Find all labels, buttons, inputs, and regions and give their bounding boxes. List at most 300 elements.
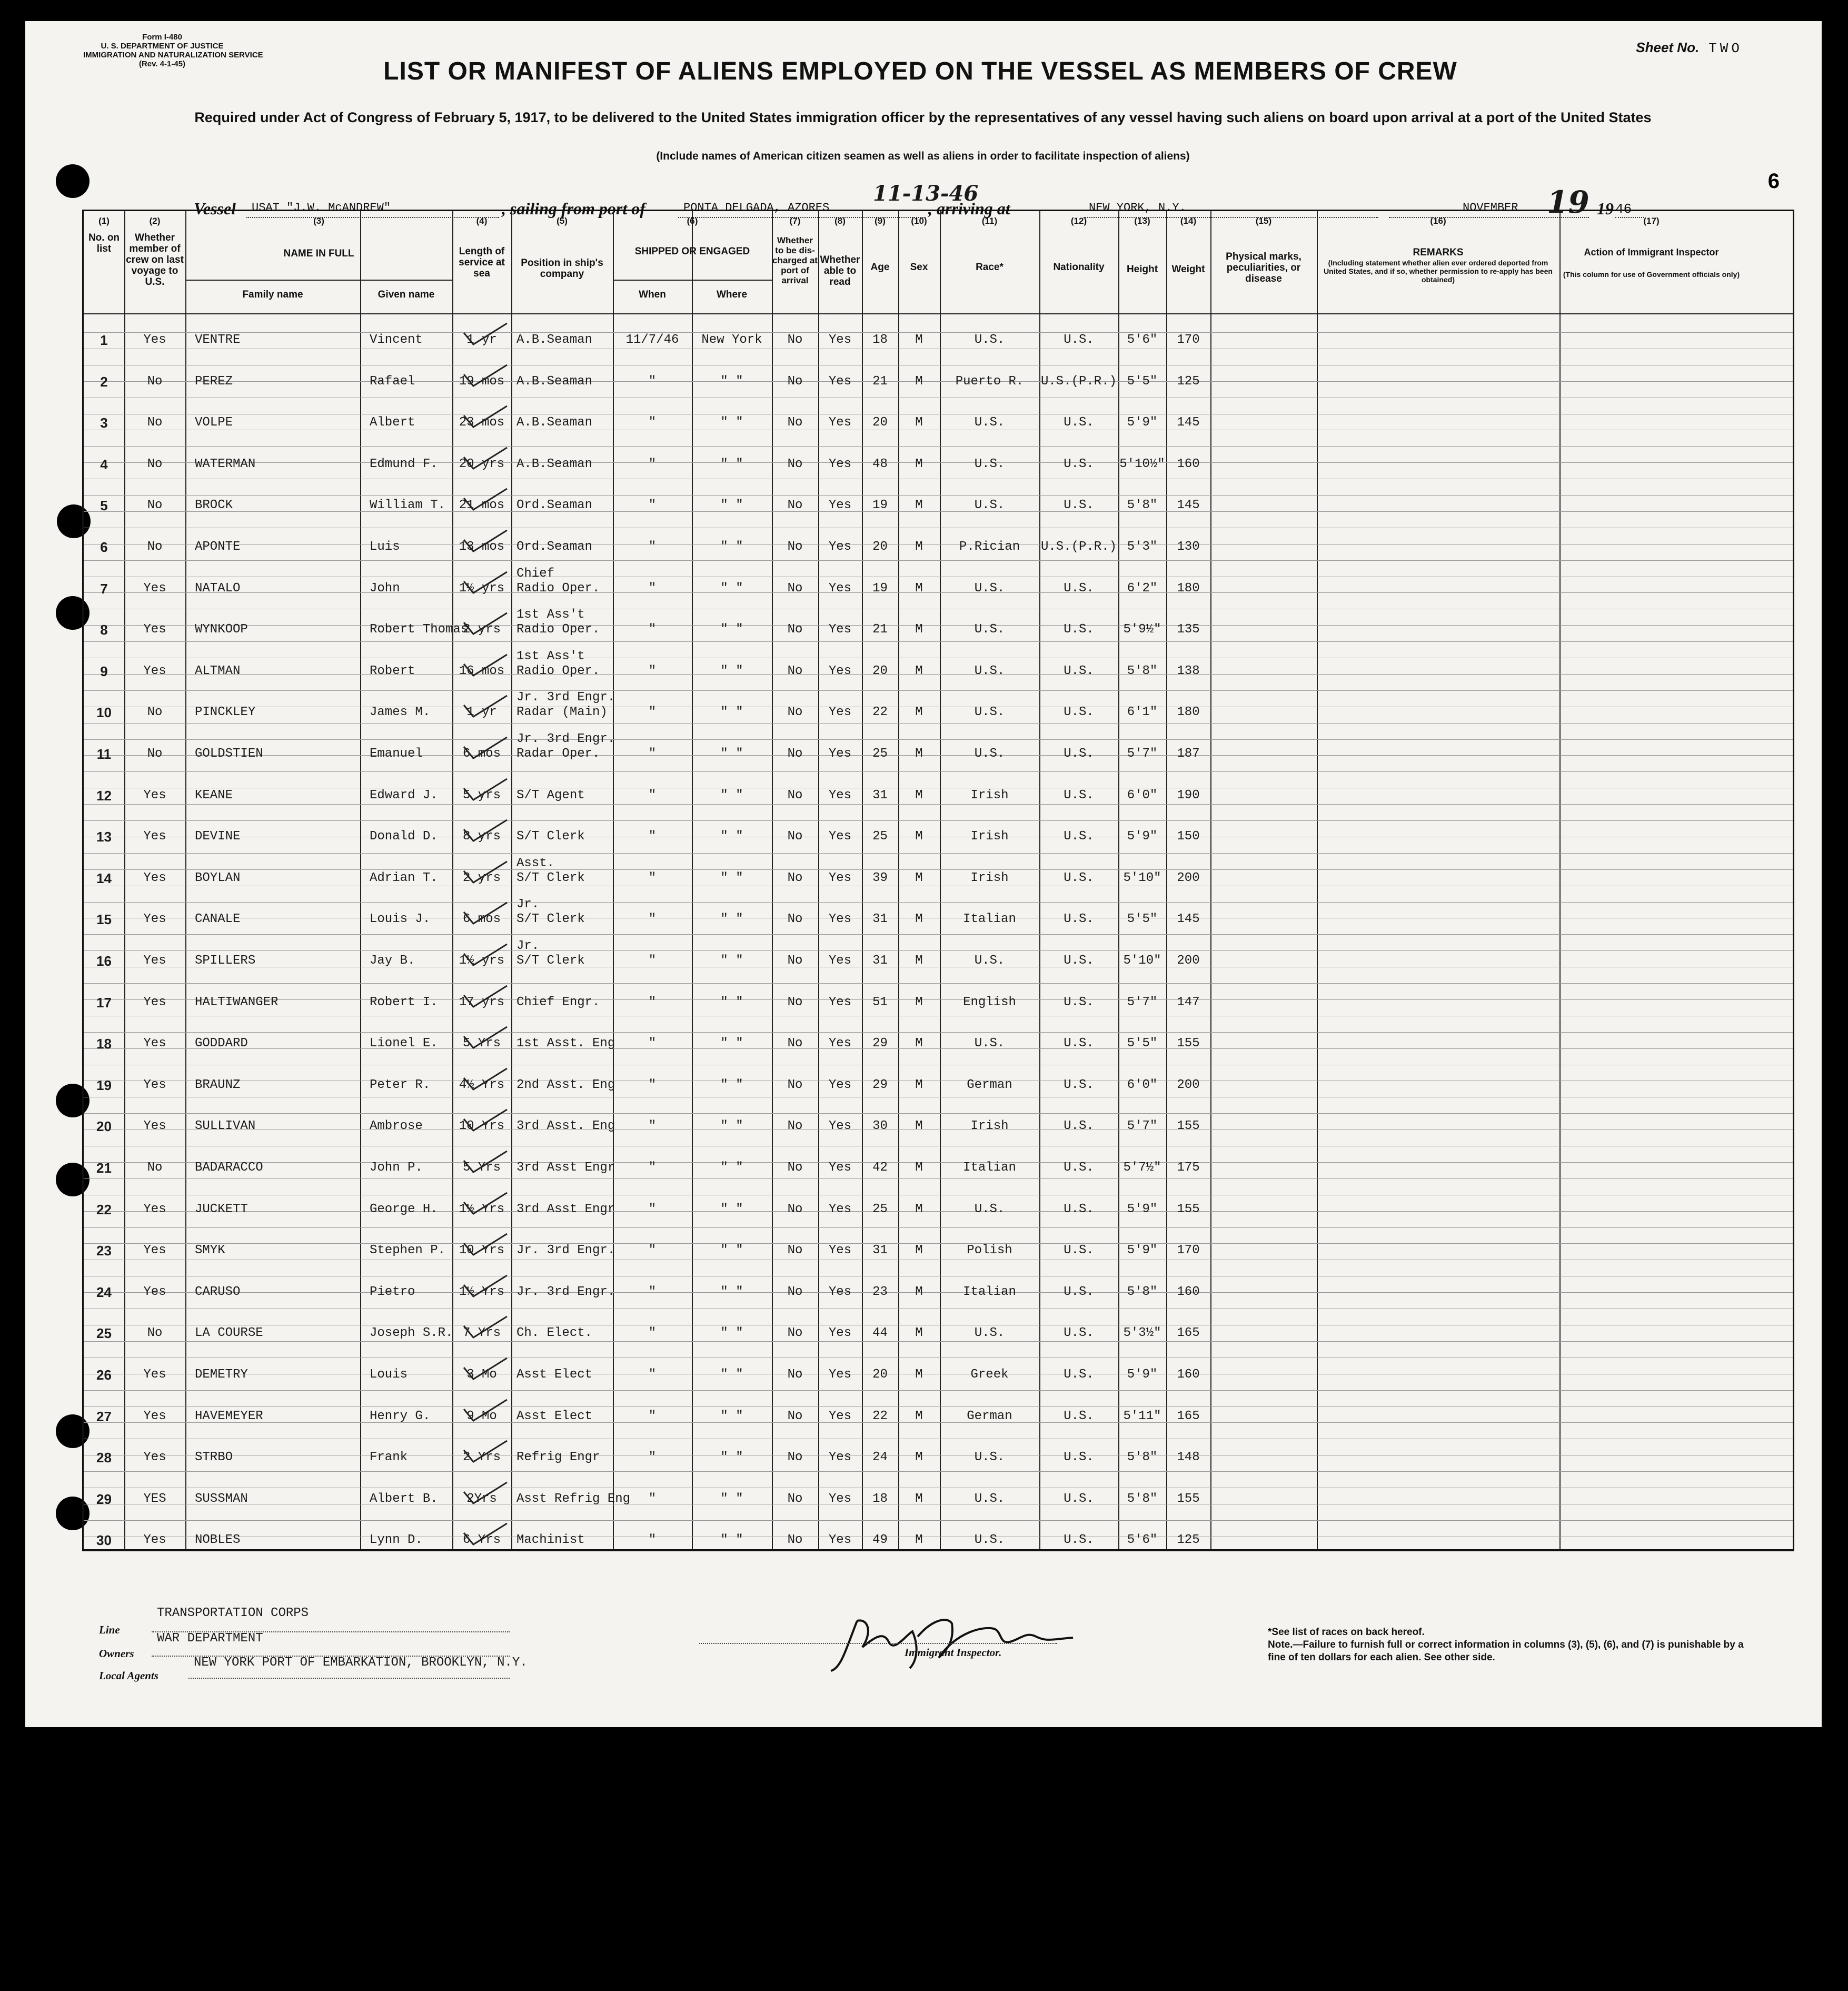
- sex: M: [915, 415, 923, 430]
- given-name: Ambrose: [370, 1119, 423, 1134]
- nationality: U.S.: [1064, 1161, 1094, 1175]
- given-name: Pietro: [370, 1284, 415, 1299]
- row-number: 23: [96, 1243, 112, 1259]
- family-name: GODDARD: [195, 1036, 248, 1051]
- age: 20: [872, 663, 888, 678]
- given-name: Henry G.: [370, 1409, 431, 1423]
- service-length: 6 mos: [462, 912, 501, 927]
- column-header-height: Height: [1126, 264, 1158, 275]
- row-number: 28: [96, 1450, 112, 1466]
- given-name: Robert I.: [370, 995, 438, 1009]
- shipped-where: " ": [720, 788, 743, 803]
- sex: M: [915, 1368, 923, 1382]
- service-length: 3 Mo: [466, 1368, 497, 1382]
- ship-position: Jr. 3rd Engr.: [516, 1243, 615, 1258]
- height: 6'2": [1127, 581, 1158, 596]
- age: 25: [872, 829, 888, 844]
- row-number: 22: [96, 1201, 112, 1217]
- column-header-race: Race*: [976, 262, 1004, 273]
- column-number-c12: (12): [1070, 216, 1087, 226]
- vessel-label: Vessel: [194, 199, 236, 218]
- crew-last-voyage: Yes: [143, 1036, 166, 1051]
- able-to-read: Yes: [828, 622, 852, 637]
- sex: M: [915, 829, 923, 844]
- given-name: John P.: [370, 1161, 423, 1175]
- page-title: LIST OR MANIFEST OF ALIENS EMPLOYED ON THE VESSEL AS MEMBERS OF CREW: [383, 57, 1457, 85]
- shipped-when: ": [648, 705, 657, 720]
- discharged: No: [787, 457, 803, 471]
- column-header-read: Whether able to read: [820, 254, 860, 288]
- ship-position-line2: Radio Oper.: [516, 581, 600, 596]
- age: 19: [872, 498, 888, 513]
- height: 5'8": [1127, 663, 1158, 678]
- able-to-read: Yes: [828, 1284, 852, 1299]
- sex: M: [915, 1161, 923, 1175]
- given-name: James M.: [370, 705, 431, 720]
- discharged: No: [787, 829, 803, 844]
- shipped-when: ": [648, 1036, 657, 1051]
- able-to-read: Yes: [828, 788, 852, 803]
- race: U.S.: [974, 498, 1005, 513]
- ship-position: 3rd Asst Engr: [516, 1161, 615, 1175]
- column-header-nationality: Nationality: [1053, 262, 1105, 273]
- check-mark-icon: [462, 859, 509, 886]
- crew-last-voyage: Yes: [143, 1243, 166, 1258]
- service-length: 5 Yrs: [462, 1036, 501, 1051]
- ship-position: A.B.Seaman: [516, 415, 593, 430]
- row-number: 18: [96, 1036, 112, 1052]
- discharged: No: [787, 1409, 803, 1423]
- form-department: U. S. DEPARTMENT OF JUSTICE: [101, 42, 224, 51]
- service-length: 20 yrs: [459, 457, 505, 471]
- given-name: Rafael: [370, 374, 415, 389]
- age: 29: [872, 1036, 888, 1051]
- shipped-when: ": [648, 1368, 657, 1382]
- line-label: Line: [99, 1623, 120, 1636]
- sex: M: [915, 1491, 923, 1506]
- weight: 180: [1177, 705, 1200, 720]
- header-sub-divider: [613, 280, 772, 281]
- shipped-where: " ": [720, 415, 743, 430]
- column-divider: [185, 211, 186, 1549]
- shipped-when: ": [648, 1119, 657, 1134]
- ruled-line: [84, 1178, 1793, 1179]
- crew-table: [82, 210, 1794, 1551]
- race: U.S.: [974, 1533, 1005, 1548]
- ruled-line: [84, 853, 1793, 854]
- race: U.S.: [974, 705, 1005, 720]
- service-length: 9 Mo: [466, 1409, 497, 1423]
- nationality: U.S.: [1064, 1491, 1094, 1506]
- nationality: U.S.(P.R.): [1040, 374, 1117, 389]
- ruled-line: [84, 804, 1793, 805]
- row-number: 17: [96, 994, 112, 1011]
- given-name: Edmund F.: [370, 457, 438, 471]
- shipped-where: " ": [720, 995, 743, 1009]
- ship-position-line2: Radar Oper.: [516, 747, 600, 761]
- race: U.S.: [974, 1491, 1005, 1506]
- service-length: 21 mos: [459, 498, 505, 513]
- weight: 187: [1177, 747, 1200, 761]
- column-number-c7: (7): [789, 216, 801, 226]
- agents-value: NEW YORK PORT OF EMBARKATION, BROOKLYN, N.Y.: [194, 1656, 528, 1670]
- arriving-label: , arriving at: [928, 199, 1010, 218]
- column-number-c16: (16): [1430, 216, 1446, 226]
- crew-last-voyage: Yes: [143, 1368, 166, 1382]
- race: U.S.: [974, 333, 1005, 347]
- height: 5'5": [1127, 912, 1158, 927]
- height: 5'5": [1127, 1036, 1158, 1051]
- weight: 145: [1177, 415, 1200, 430]
- sex: M: [915, 622, 923, 637]
- service-length: 10 Yrs: [459, 1119, 505, 1134]
- family-name: SULLIVAN: [195, 1119, 256, 1134]
- given-name: Frank: [370, 1450, 408, 1465]
- race: Irish: [970, 1119, 1009, 1134]
- row-number: 2: [100, 373, 108, 390]
- column-number-c3: (3): [313, 216, 324, 226]
- discharged: No: [787, 1491, 803, 1506]
- ship-position-line2: Radar (Main): [516, 705, 608, 720]
- ruled-line: [84, 1032, 1793, 1033]
- check-mark-icon: [462, 1314, 509, 1341]
- shipped-where: " ": [720, 1077, 743, 1092]
- service-length: 1½ yrs: [459, 581, 505, 596]
- sheet-corner-number: 6: [1767, 170, 1780, 193]
- able-to-read: Yes: [828, 1450, 852, 1465]
- family-name: VENTRE: [195, 333, 241, 347]
- shipped-where: " ": [720, 374, 743, 389]
- ruled-line: [84, 560, 1793, 561]
- height: 6'0": [1127, 788, 1158, 803]
- weight: 170: [1177, 333, 1200, 347]
- shipped-where: " ": [720, 870, 743, 885]
- shipped-when: ": [648, 415, 657, 430]
- height: 5'10½": [1119, 457, 1165, 471]
- family-name: LA COURSE: [195, 1326, 263, 1341]
- agents-label: Local Agents: [99, 1669, 158, 1682]
- column-number-c17: (17): [1643, 216, 1660, 226]
- row-number: 19: [96, 1077, 112, 1093]
- row-number: 24: [96, 1284, 112, 1300]
- shipped-when: ": [648, 1077, 657, 1092]
- nationality: U.S.: [1064, 1243, 1094, 1258]
- ruled-line: [84, 902, 1793, 903]
- sex: M: [915, 663, 923, 678]
- shipped-when: ": [648, 1202, 657, 1216]
- sex: M: [915, 1202, 923, 1216]
- able-to-read: Yes: [828, 540, 852, 554]
- sex: M: [915, 912, 923, 927]
- nationality: U.S.: [1064, 1036, 1094, 1051]
- age: 20: [872, 540, 888, 554]
- height: 5'5": [1127, 374, 1158, 389]
- row-number: 21: [96, 1160, 112, 1176]
- ship-position: Asst Elect: [516, 1409, 593, 1423]
- family-name: SUSSMAN: [195, 1491, 248, 1506]
- service-length: 5 Yrs: [462, 1161, 501, 1175]
- crew-last-voyage: Yes: [143, 1077, 166, 1092]
- page-subtitle: Required under Act of Congress of February 5, 1917, to be delivered to the United States immigration officer by the representatives of any vessel having such aliens on board upon arrival at a port of the United States: [194, 110, 1652, 125]
- able-to-read: Yes: [828, 954, 852, 968]
- column-divider: [1210, 211, 1211, 1549]
- shipped-when: ": [648, 870, 657, 885]
- row-number: 8: [100, 622, 108, 638]
- weight: 160: [1177, 1284, 1200, 1299]
- weight: 170: [1177, 1243, 1200, 1258]
- column-divider: [1559, 211, 1561, 1549]
- shipped-where: " ": [720, 954, 743, 968]
- sex: M: [915, 581, 923, 596]
- crew-last-voyage: YES: [143, 1491, 166, 1506]
- race: U.S.: [974, 954, 1005, 968]
- ship-position: Jr.: [516, 939, 540, 953]
- weight: 150: [1177, 829, 1200, 844]
- shipped-where: " ": [720, 1202, 743, 1216]
- ship-position: Chief: [516, 566, 555, 581]
- manifest-sheet: [25, 21, 1822, 1727]
- check-mark-icon: [462, 528, 509, 554]
- shipped-where: " ": [720, 1326, 743, 1341]
- able-to-read: Yes: [828, 457, 852, 471]
- discharged: No: [787, 581, 803, 596]
- shipped-when: ": [648, 540, 657, 554]
- shipped-where: " ": [720, 1119, 743, 1134]
- ruled-line: [84, 446, 1793, 447]
- check-mark-icon: [462, 1025, 509, 1051]
- sex: M: [915, 374, 923, 389]
- discharged: No: [787, 995, 803, 1009]
- discharged: No: [787, 1077, 803, 1092]
- crew-last-voyage: Yes: [143, 1119, 166, 1134]
- age: 19: [872, 581, 888, 596]
- column-header-crew: Whether member of crew on last voyage to U.S.: [126, 232, 184, 288]
- race: P.Rician: [959, 540, 1020, 554]
- crew-last-voyage: Yes: [143, 1284, 166, 1299]
- owners-value: WAR DEPARTMENT: [157, 1631, 263, 1646]
- ship-position: Refrig Engr: [516, 1450, 600, 1465]
- weight: 175: [1177, 1161, 1200, 1175]
- page-subnote: (Include names of American citizen seamen as well as aliens in order to facilitate inspection of aliens): [656, 150, 1190, 162]
- shipped-where: " ": [720, 747, 743, 761]
- check-mark-icon: [462, 1356, 509, 1382]
- able-to-read: Yes: [828, 1161, 852, 1175]
- family-name: SPILLERS: [195, 954, 256, 968]
- service-length: 1 yr: [466, 705, 497, 720]
- column-number-c8: (8): [834, 216, 846, 226]
- row-number: 27: [96, 1408, 112, 1424]
- service-length: 1½ Yrs: [459, 1202, 505, 1216]
- row-number: 26: [96, 1367, 112, 1383]
- race: Italian: [963, 1284, 1016, 1299]
- discharged: No: [787, 705, 803, 720]
- ruled-line: [84, 690, 1793, 691]
- ship-position-line2: S/T Clerk: [516, 954, 585, 968]
- able-to-read: Yes: [828, 747, 852, 761]
- able-to-read: Yes: [828, 829, 852, 844]
- ruled-line: [84, 1520, 1793, 1521]
- nationality: U.S.: [1064, 498, 1094, 513]
- shipped-when: 11/7/46: [625, 333, 679, 347]
- given-name: Louis: [370, 1368, 408, 1382]
- ship-position-line2: S/T Clerk: [516, 870, 585, 885]
- able-to-read: Yes: [828, 374, 852, 389]
- weight: 200: [1177, 1077, 1200, 1092]
- ruled-line: [84, 983, 1793, 984]
- discharged: No: [787, 1533, 803, 1548]
- ruled-line: [84, 1113, 1793, 1114]
- able-to-read: Yes: [828, 1243, 852, 1258]
- crew-last-voyage: No: [147, 705, 163, 720]
- race: U.S.: [974, 415, 1005, 430]
- weight: 145: [1177, 498, 1200, 513]
- height: 5'7": [1127, 747, 1158, 761]
- nationality: U.S.: [1064, 1119, 1094, 1134]
- shipped-where: " ": [720, 912, 743, 927]
- given-name: Robert Thomas: [370, 622, 469, 637]
- age: 20: [872, 415, 888, 430]
- shipped-where: " ": [720, 498, 743, 513]
- service-length: 5 yrs: [462, 788, 501, 803]
- height: 5'8": [1127, 1284, 1158, 1299]
- crew-last-voyage: No: [147, 457, 163, 471]
- race: U.S.: [974, 1036, 1005, 1051]
- penalty-note: Note.—Failure to furnish full or correct information in columns (3), (5), (6), and (7) is punishable by a fine of ten dollars for each alien. See other side.: [1268, 1639, 1744, 1663]
- race: Irish: [970, 829, 1009, 844]
- row-number: 3: [100, 415, 108, 431]
- shipped-where: " ": [720, 1284, 743, 1299]
- ship-position: Jr. 3rd Engr.: [516, 1284, 615, 1299]
- age: 31: [872, 954, 888, 968]
- given-name: Robert: [370, 663, 415, 678]
- shipped-where: " ": [720, 663, 743, 678]
- family-name: PEREZ: [195, 374, 233, 389]
- nationality: U.S.: [1064, 457, 1094, 471]
- column-number-c10: (10): [911, 216, 927, 226]
- service-length: 2 yrs: [462, 622, 501, 637]
- row-number: 16: [96, 953, 112, 969]
- check-mark-icon: [462, 404, 509, 430]
- sex: M: [915, 1533, 923, 1548]
- service-length: 1 yr: [466, 333, 497, 347]
- ship-position: Chief Engr.: [516, 995, 600, 1009]
- discharged: No: [787, 1119, 803, 1134]
- column-header-remarks-note: (Including statement whether alien ever ordered deported from United States, and if so, whether permission to re-apply has been obtained): [1324, 259, 1553, 284]
- race: German: [967, 1077, 1012, 1092]
- crew-last-voyage: Yes: [143, 912, 166, 927]
- nationality: U.S.: [1064, 954, 1094, 968]
- age: 30: [872, 1119, 888, 1134]
- weight: 200: [1177, 870, 1200, 885]
- race: Irish: [970, 870, 1009, 885]
- races-note: *See list of races on back hereof.: [1268, 1627, 1425, 1638]
- able-to-read: Yes: [828, 415, 852, 430]
- column-header-discharged: Whether to be dis-charged at port of arrival: [772, 235, 818, 285]
- sex: M: [915, 457, 923, 471]
- weight: 160: [1177, 1368, 1200, 1382]
- check-mark-icon: [462, 1149, 509, 1175]
- shipped-when: ": [648, 622, 657, 637]
- sex: M: [915, 954, 923, 968]
- nationality: U.S.: [1064, 1450, 1094, 1465]
- sex: M: [915, 1284, 923, 1299]
- nationality: U.S.: [1064, 1284, 1094, 1299]
- crew-last-voyage: Yes: [143, 954, 166, 968]
- column-number-c2: (2): [149, 216, 161, 226]
- service-length: 2Yrs: [466, 1491, 497, 1506]
- row-number: 25: [96, 1325, 112, 1342]
- ship-position-line2: S/T Clerk: [516, 912, 585, 927]
- ship-position: 3rd Asst. Eng: [516, 1119, 615, 1134]
- column-header-family-name: Family name: [242, 289, 303, 300]
- race: English: [963, 995, 1016, 1009]
- given-name: Edward J.: [370, 788, 438, 803]
- row-number: 29: [96, 1491, 112, 1507]
- family-name: CANALE: [195, 912, 241, 927]
- column-number-c9: (9): [875, 216, 886, 226]
- able-to-read: Yes: [828, 333, 852, 347]
- age: 20: [872, 1368, 888, 1382]
- nationality: U.S.: [1064, 333, 1094, 347]
- sex: M: [915, 333, 923, 347]
- ship-position: A.B.Seaman: [516, 457, 593, 471]
- height: 6'0": [1127, 1077, 1158, 1092]
- age: 31: [872, 788, 888, 803]
- shipped-when: ": [648, 954, 657, 968]
- nationality: U.S.: [1064, 1533, 1094, 1548]
- race: U.S.: [974, 747, 1005, 761]
- discharged: No: [787, 870, 803, 885]
- ship-position: 1st Asst. Eng: [516, 1036, 615, 1051]
- nationality: U.S.: [1064, 870, 1094, 885]
- given-name: Peter R.: [370, 1077, 431, 1092]
- shipped-where: " ": [720, 457, 743, 471]
- weight: 125: [1177, 374, 1200, 389]
- family-name: BRAUNZ: [195, 1077, 241, 1092]
- ruled-line: [84, 495, 1793, 496]
- shipped-when: ": [648, 829, 657, 844]
- nationality: U.S.: [1064, 622, 1094, 637]
- given-name: Luis: [370, 540, 400, 554]
- able-to-read: Yes: [828, 1368, 852, 1382]
- row-number: 14: [96, 870, 112, 886]
- discharged: No: [787, 1161, 803, 1175]
- race: U.S.: [974, 1326, 1005, 1341]
- check-mark-icon: [462, 694, 509, 720]
- sex: M: [915, 1119, 923, 1134]
- ship-position: Jr. 3rd Engr.: [516, 732, 615, 746]
- given-name: Louis J.: [370, 912, 431, 927]
- nationality: U.S.: [1064, 788, 1094, 803]
- given-name: George H.: [370, 1202, 438, 1216]
- race: German: [967, 1409, 1012, 1423]
- service-length: 6 Yrs: [462, 1533, 501, 1548]
- ship-position: Jr. 3rd Engr.: [516, 690, 615, 705]
- weight: 155: [1177, 1119, 1200, 1134]
- sex: M: [915, 995, 923, 1009]
- column-number-c13: (13): [1134, 216, 1150, 226]
- crew-last-voyage: No: [147, 1326, 163, 1341]
- column-header-age: Age: [870, 262, 890, 273]
- weight: 200: [1177, 954, 1200, 968]
- crew-last-voyage: Yes: [143, 333, 166, 347]
- given-name: Emanuel: [370, 747, 423, 761]
- family-name: CARUSO: [195, 1284, 241, 1299]
- column-header-shipped: SHIPPED OR ENGAGED: [634, 246, 750, 257]
- service-length: 7 Yrs: [462, 1326, 501, 1341]
- shipped-when: ": [648, 747, 657, 761]
- ship-position: Ord.Seaman: [516, 498, 593, 513]
